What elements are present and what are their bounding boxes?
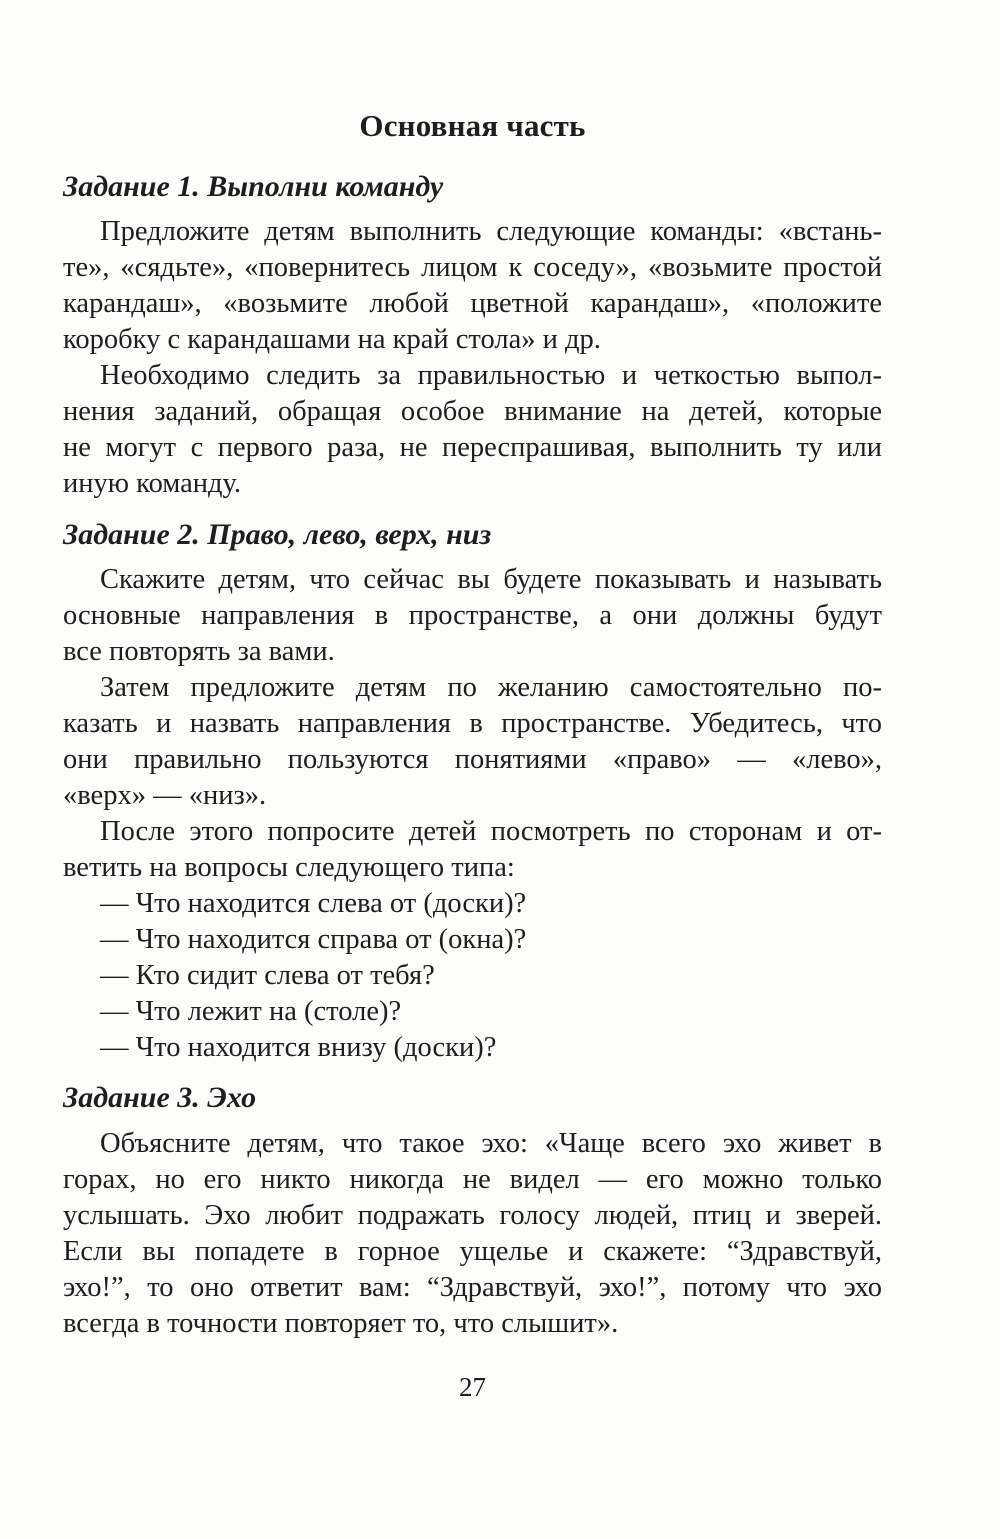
- task-3-text-line: эхо!”, то оно ответит вам: “Здравствуй, эхо!”, потому что эхо: [63, 1272, 882, 1303]
- task-1-text-line: те», «сядьте», «повернитесь лицом к соседу», «возьмите простой: [63, 252, 882, 283]
- task-1-heading: Задание 1. Выполни команду: [63, 170, 444, 203]
- task-2-heading: Задание 2. Право, лево, верх, низ: [63, 518, 492, 551]
- task-2-text-line: все повторять за вами.: [63, 636, 335, 667]
- task-2-text-line: казать и назвать направления в пространстве. Убедитесь, что: [63, 708, 882, 739]
- task-3-heading: Задание 3. Эхо: [63, 1081, 257, 1114]
- page-number: 27: [459, 1372, 486, 1402]
- task-3-text-line: Объясните детям, что такое эхо: «Чаще всего эхо живет в: [100, 1128, 882, 1159]
- task-2-text-line: ветить на вопросы следующего типа:: [63, 852, 515, 883]
- task-1-text-line: Предложите детям выполнить следующие команды: «встань-: [100, 216, 882, 247]
- task-1-text-line: Необходимо следить за правильностью и четкостью выпол-: [100, 360, 882, 391]
- task-2-text-line: они правильно пользуются понятиями «право» — «лево»,: [63, 744, 882, 775]
- task-3-text-line: горах, но его никто никогда не видел — его можно только: [63, 1164, 882, 1195]
- task-2-text-line: основные направления в пространстве, а они должны будут: [63, 600, 882, 631]
- task-1-text-line: иную команду.: [63, 468, 242, 499]
- section-title: Основная часть: [359, 108, 586, 143]
- task-3-text-line: услышать. Эхо любит подражать голосу людей, птиц и зверей.: [63, 1200, 882, 1231]
- task-1-text-line: карандаш», «возьмите любой цветной карандаш», «положите: [63, 288, 882, 319]
- task-2-text-line: После этого попросите детей посмотреть по сторонам и от-: [100, 816, 882, 847]
- question-item: — Что лежит на (столе)?: [100, 996, 402, 1027]
- question-item: — Что находится справа от (окна)?: [100, 924, 527, 955]
- task-2-text-line: Скажите детям, что сейчас вы будете показывать и называть: [100, 564, 882, 595]
- question-item: — Что находится слева от (доски)?: [100, 888, 527, 919]
- task-2-text-line: «верх» — «низ».: [63, 780, 267, 811]
- question-item: — Что находится внизу (доски)?: [100, 1032, 497, 1063]
- task-1-text-line: не могут с первого раза, не переспрашивая, выполнить ту или: [63, 432, 882, 463]
- task-3-text-line: всегда в точности повторяет то, что слышит».: [63, 1308, 619, 1339]
- task-1-text-line: нения заданий, обращая особое внимание на детей, которые: [63, 396, 882, 427]
- task-1-text-line: коробку с карандашами на край стола» и др.: [63, 324, 601, 355]
- question-item: — Кто сидит слева от тебя?: [100, 960, 435, 991]
- task-3-text-line: Если вы попадете в горное ущелье и скажете: “Здравствуй,: [63, 1236, 882, 1267]
- task-2-text-line: Затем предложите детям по желанию самостоятельно по-: [100, 672, 882, 703]
